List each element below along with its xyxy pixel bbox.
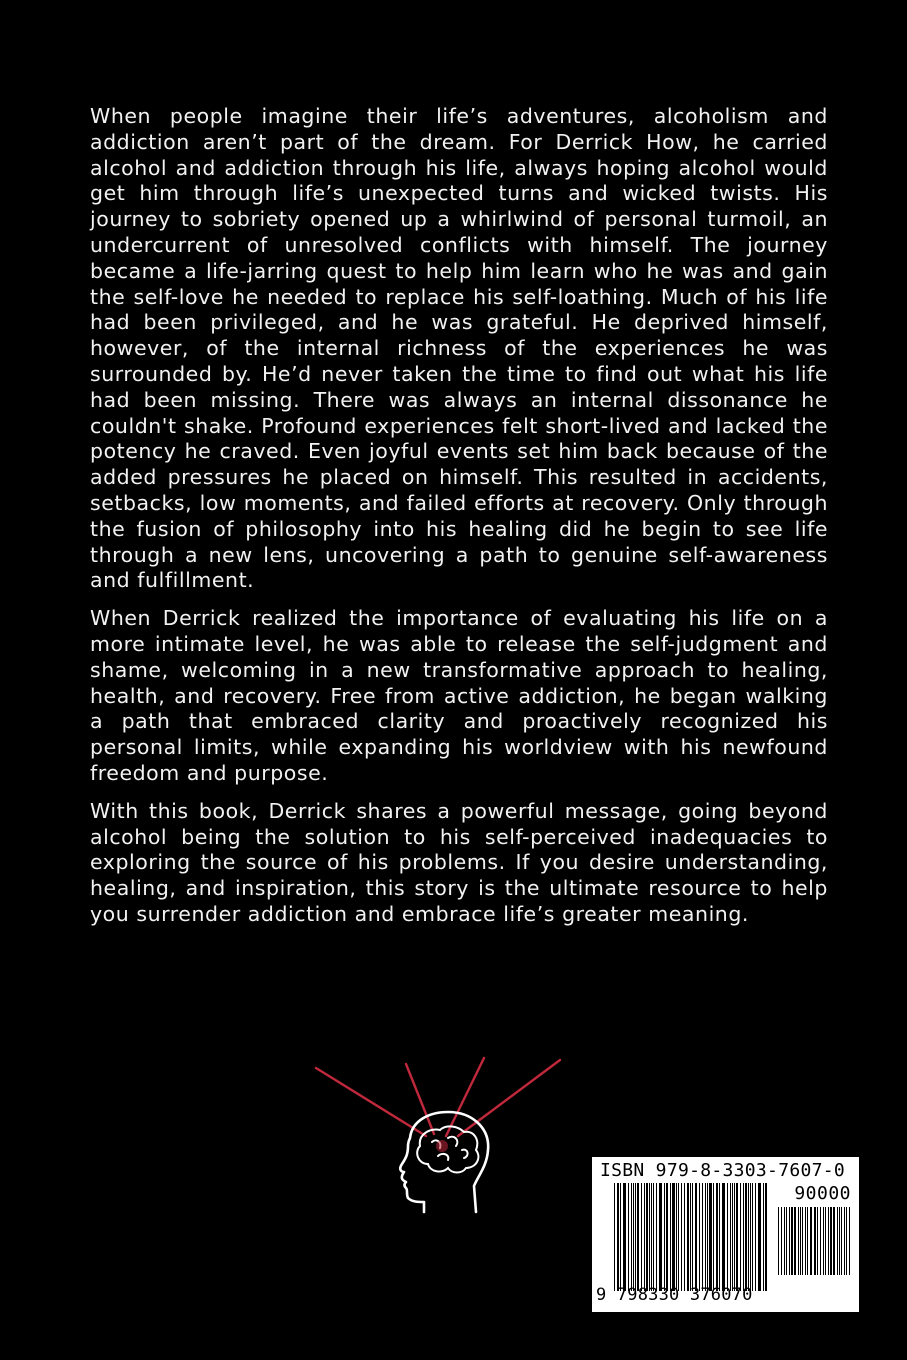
price-code: 90000	[794, 1183, 851, 1204]
blurb-paragraph-3: With this book, Derrick shares a powerful message, going beyond alcohol being the solution to his self-perceived inadequacies to exploring the source of his problems. If you desire understanding, healing, and inspiration, this story is the ultimate resource to help you surrender addiction and embrace life’s greater meaning.	[90, 798, 828, 926]
isbn-label: ISBN 979-8-3303-7607-0	[600, 1160, 846, 1181]
head-brain-icon	[308, 1050, 568, 1220]
ean-digits: 9 798330 376070	[596, 1285, 753, 1305]
blurb-paragraph-2: When Derrick realized the importance of evaluating his life on a more intimate level, he was able to release the self-judgment and shame, welcoming in a new transformative approach to healing, health, and recovery. Free from active addiction, he began walking a path that embraced clarity and proactively recognized his personal limits, while expanding his worldview with his newfound freedom and purpose.	[90, 606, 828, 785]
isbn-barcode	[592, 1157, 859, 1312]
blurb-paragraph-1: When people imagine their life’s adventures, alcoholism and addiction aren’t part of the dream. For Derrick How, he carried alcohol and addiction through his life, always hoping alcohol would get him through life’s unexpected turns and wicked twists. His journey to sobriety opened up a whirlwind of personal turmoil, an undercurrent of unresolved conflicts with himself. The journey became a life-jarring quest to help him learn who he was and gain the self-love he needed to replace his self-loathing. Much of his life had been privileged, and he was grateful. He deprived himself, however, of the internal richness of the experiences he was surrounded by. He’d never taken the time to find out what his life had been missing. There was always an internal dissonance he couldn't shake. Profound experiences felt short-lived and lacked the potency he craved. Even joyful events set him back because of the added pressures he placed on himself. This resulted in accidents, setbacks, low moments, and failed efforts at recovery. Only through the fusion of philosophy into his healing did he begin to see life through a new lens, uncovering a path to genuine self-awareness and fulfillment.	[90, 104, 828, 593]
ean-bars	[614, 1183, 769, 1291]
back-cover-blurb	[90, 104, 828, 940]
addon-bars	[778, 1207, 850, 1275]
